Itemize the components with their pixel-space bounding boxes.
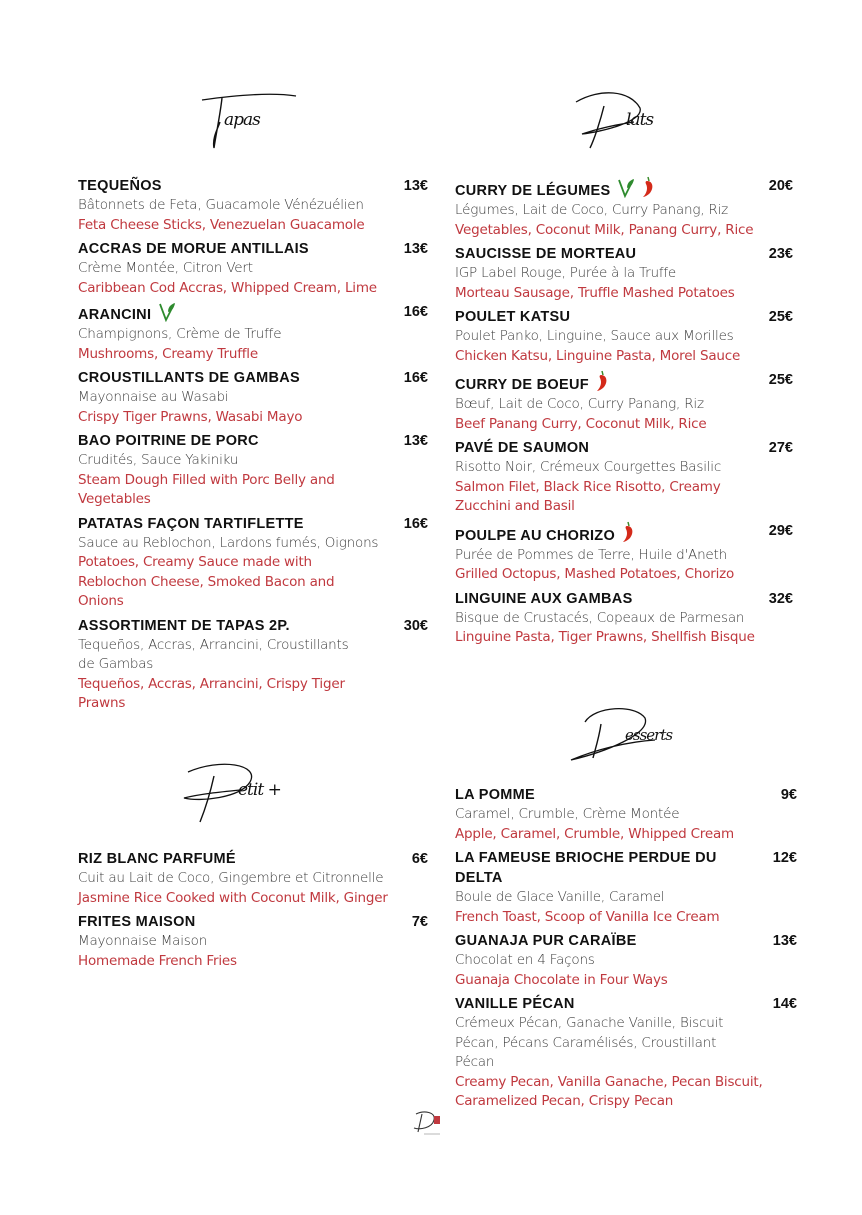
petit-script-suffix: etit + (238, 780, 281, 800)
item-description-fr: Purée de Pommes de Terre, Huile d'Aneth (455, 546, 727, 563)
item-name-wrap (455, 370, 609, 395)
menu-item (78, 514, 428, 612)
item-description-en: Vegetables, Coconut Milk, Panang Curry, Rice (455, 221, 754, 238)
section-title-tapas (200, 88, 300, 160)
menu-item (455, 589, 793, 648)
menu-item (78, 849, 428, 908)
item-description-en: Jasmine Rice Cooked with Coconut Milk, Ginger (78, 889, 388, 906)
item-price: 9€ (780, 787, 797, 803)
item-name: ACCRAS DE MORUE ANTILLAIS (78, 241, 309, 257)
item-description-fr: Champignons, Crème de Truffe (78, 326, 282, 342)
petit-list (78, 849, 428, 975)
item-description-en: French Toast, Scoop of Vanilla Ice Cream (455, 908, 720, 925)
plats-list (455, 176, 793, 652)
item-price: 6€ (411, 851, 428, 867)
item-description-fr: Bâtonnets de Feta, Guacamole Vénézuélien (78, 197, 364, 213)
item-description-fr: Crémeux Pécan, Ganache Vanille, Biscuit Pécan, Pécans Caramélisés, Croustillant Pécan (455, 1015, 724, 1070)
item-name: CROUSTILLANTS DE GAMBAS (78, 370, 300, 386)
menu-item (455, 785, 797, 844)
section-title-desserts (565, 700, 685, 772)
item-name: PAVÉ DE SAUMON (455, 440, 590, 456)
item-name-wrap (455, 521, 635, 546)
menu-item (78, 239, 428, 298)
menu-item (455, 307, 793, 366)
item-name: POULPE AU CHORIZO (455, 527, 616, 544)
item-description-fr: Boule de Glace Vanille, Caramel (455, 889, 665, 905)
item-name: LINGUINE AUX GAMBAS (455, 590, 633, 607)
menu-item (455, 848, 797, 927)
vegetarian-leaf-icon (617, 178, 635, 198)
item-description-fr: Cuit au Lait de Coco, Gingembre et Citronnelle (78, 870, 384, 886)
item-description-fr: Crème Montée, Citron Vert (78, 260, 253, 276)
restaurant-logo (410, 1108, 450, 1138)
item-price: 14€ (772, 996, 797, 1012)
item-name: ASSORTIMENT DE TAPAS 2P. (78, 617, 290, 634)
item-description-fr: Mayonnaise au Wasabi (78, 389, 229, 405)
item-description-en: Mushrooms, Creamy Truffle (78, 345, 258, 362)
item-name: VANILLE PÉCAN (455, 996, 575, 1012)
section-title-petit (180, 758, 290, 836)
vegetarian-leaf-icon (158, 302, 176, 322)
item-description-en: Caribbean Cod Accras, Whipped Cream, Lime (78, 279, 377, 296)
tapas-list (78, 176, 428, 718)
restaurant-logo-icon (410, 1108, 450, 1138)
item-description-fr: Caramel, Crumble, Crème Montée (455, 806, 680, 822)
item-description-en: Beef Panang Curry, Coconut Milk, Rice (455, 415, 707, 432)
item-description-fr: Chocolat en 4 Façons (455, 952, 595, 968)
item-price: 12€ (772, 850, 797, 866)
menu-item (78, 176, 428, 235)
item-description-en: Apple, Caramel, Crumble, Whipped Cream (455, 825, 734, 842)
item-description-en: Linguine Pasta, Tiger Prawns, Shellfish Bisque (455, 629, 755, 645)
item-name: RIZ BLANC PARFUMÉ (78, 851, 236, 867)
menu-item (455, 931, 797, 990)
spicy-chili-icon (595, 370, 609, 392)
item-name: LA POMME (455, 787, 535, 803)
item-description-fr: Poulet Panko, Linguine, Sauce aux Morilles (455, 328, 734, 344)
menu-item (455, 438, 793, 517)
menu-item (455, 176, 793, 240)
menu-item (78, 912, 428, 971)
item-description-en: Salmon Filet, Black Rice Risotto, Creamy Zucchini and Basil (455, 478, 721, 514)
item-description-fr: Bisque de Crustacés, Copeaux de Parmesan (455, 609, 745, 626)
item-name-wrap (78, 302, 176, 325)
item-description-fr: Tequeños, Accras, Arrancini, Croustillants de Gambas (78, 636, 349, 672)
item-price: 16€ (403, 304, 428, 320)
section-title-plats (570, 88, 670, 160)
menu-item (455, 370, 793, 434)
item-description-en: Morteau Sausage, Truffle Mashed Potatoes (455, 284, 735, 301)
item-name: BAO POITRINE DE PORC (78, 433, 259, 449)
item-description-en: Tequeños, Accras, Arrancini, Crispy Tiger Prawns (78, 675, 345, 711)
item-description-fr: Bœuf, Lait de Coco, Curry Panang, Riz (455, 396, 704, 412)
item-price: 25€ (768, 309, 793, 325)
item-price: 7€ (411, 914, 428, 930)
item-name-wrap (455, 176, 655, 201)
item-description-en: Chicken Katsu, Linguine Pasta, Morel Sauce (455, 347, 741, 364)
tapas-script-suffix: apas (224, 110, 260, 130)
item-name: TEQUEÑOS (78, 178, 162, 194)
menu-item (78, 302, 428, 364)
item-name: POULET KATSU (455, 309, 571, 325)
menu-item (455, 244, 793, 303)
desserts-script-suffix: esserts (625, 726, 673, 744)
item-price: 25€ (768, 372, 793, 388)
item-description-en: Homemade French Fries (78, 952, 237, 969)
item-description-fr: Légumes, Lait de Coco, Curry Panang, Riz (455, 202, 729, 218)
spicy-chili-icon (621, 521, 635, 543)
item-name: PATATAS FAÇON TARTIFLETTE (78, 515, 304, 532)
item-name: ARANCINI (78, 307, 152, 323)
item-price: 13€ (403, 241, 428, 257)
desserts-list (455, 785, 797, 1116)
plats-script-title-icon (570, 88, 670, 152)
menu-item (455, 994, 797, 1112)
item-description-en: Guanaja Chocolate in Four Ways (455, 971, 668, 988)
menu-item (78, 368, 428, 427)
plats-script-suffix: lats (626, 110, 654, 130)
item-price: 13€ (403, 178, 428, 194)
item-price: 23€ (768, 246, 793, 262)
item-price: 16€ (403, 370, 428, 386)
item-price: 30€ (403, 617, 428, 634)
item-description-fr: IGP Label Rouge, Purée à la Truffe (455, 265, 677, 281)
item-price: 13€ (772, 933, 797, 949)
item-name: LA FAMEUSE BRIOCHE PERDUE DU DELTA (455, 850, 717, 886)
item-price: 20€ (768, 178, 793, 194)
spicy-chili-icon (641, 176, 655, 198)
item-price: 32€ (768, 590, 793, 607)
item-description-fr: Mayonnaise Maison (78, 933, 208, 949)
item-name: SAUCISSE DE MORTEAU (455, 246, 637, 262)
item-name: CURRY DE LÉGUMES (455, 183, 611, 199)
item-price: 13€ (403, 433, 428, 449)
item-name: FRITES MAISON (78, 914, 196, 930)
item-description-en: Creamy Pecan, Vanilla Ganache, Pecan Biscuit, Caramelized Pecan, Crispy Pecan (455, 1073, 763, 1109)
item-description-fr: Sauce au Reblochon, Lardons fumés, Oignons (78, 534, 379, 551)
item-description-fr: Risotto Noir, Crémeux Courgettes Basilic (455, 459, 722, 475)
item-name: CURRY DE BOEUF (455, 377, 589, 393)
menu-item (78, 431, 428, 510)
item-price: 29€ (768, 522, 793, 539)
item-description-en: Grilled Octopus, Mashed Potatoes, Chorizo (455, 566, 735, 582)
item-description-en: Steam Dough Filled with Porc Belly and Vegetables (78, 471, 335, 507)
item-description-en: Crispy Tiger Prawns, Wasabi Mayo (78, 408, 303, 425)
item-description-en: Feta Cheese Sticks, Venezuelan Guacamole (78, 216, 365, 233)
item-name: GUANAJA PUR CARAÏBE (455, 933, 637, 949)
menu-item (78, 616, 428, 714)
menu-item (455, 521, 793, 585)
item-description-fr: Crudités, Sauce Yakiniku (78, 452, 239, 468)
item-price: 16€ (403, 515, 428, 532)
item-price: 27€ (768, 440, 793, 456)
item-description-en: Potatoes, Creamy Sauce made with Reblochon Cheese, Smoked Bacon and Onions (78, 554, 335, 609)
